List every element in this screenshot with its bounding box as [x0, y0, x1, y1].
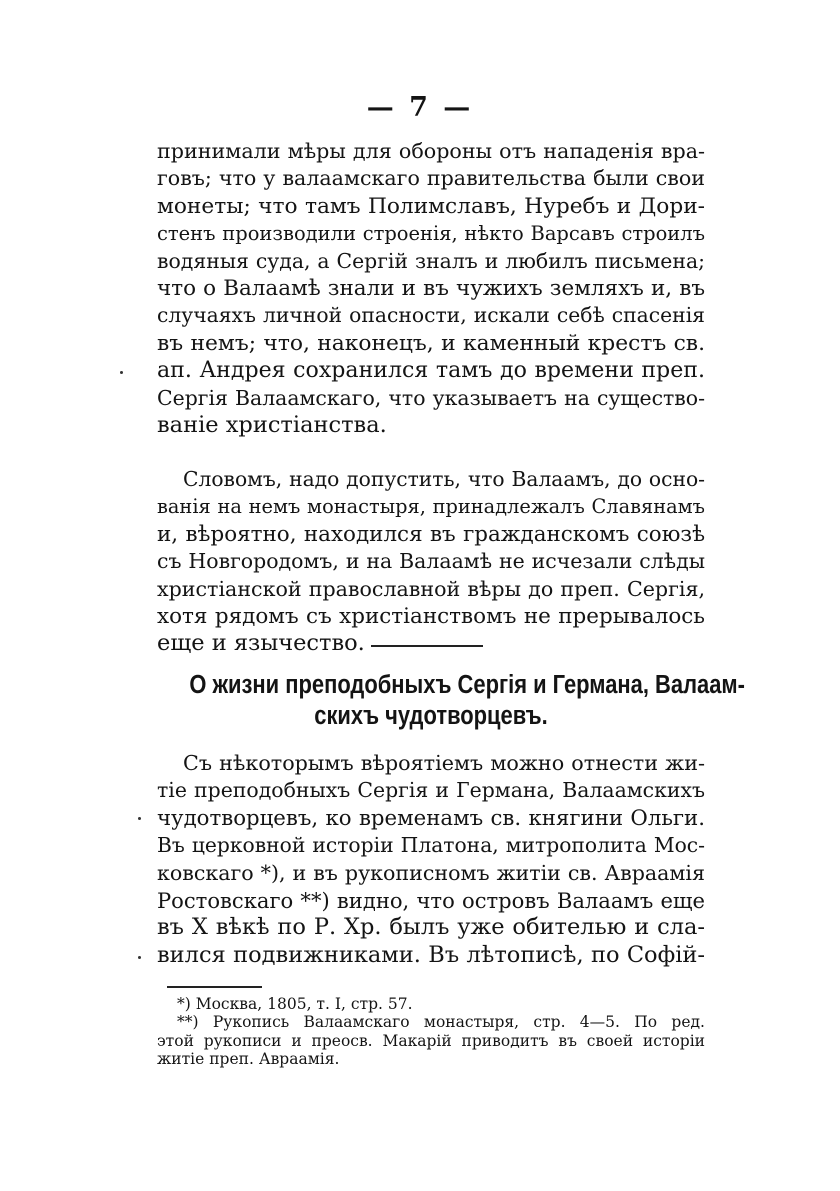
text-line: что о Валаамѣ знали и въ чужихъ земляхъ и, въ — [157, 276, 705, 302]
paper-speck — [120, 371, 123, 374]
text-line: ваніе христіанства. — [157, 412, 387, 439]
text-line: монеты; что тамъ Полимславъ, Нуребъ и Дори- — [157, 193, 705, 219]
paragraph-2 — [157, 466, 705, 658]
footnote-line: этой рукописи и преосв. Макарій приводитъ въ своей исторіи — [157, 1031, 705, 1050]
footnote-line: житіе преп. Авраамія. — [157, 1050, 340, 1069]
section-divider — [371, 645, 483, 647]
footnote-line: **) Рукопись Валаамскаго монастыря, стр. 4—5. По ред. — [177, 1013, 705, 1032]
page-number: — 7 — — [366, 92, 474, 123]
text-line: Словомъ, надо допустить, что Валаамъ, до осно- — [183, 467, 705, 491]
paragraph-1 — [157, 138, 705, 439]
text-line: вился подвижниками. Въ лѣтописѣ, по Софій- — [157, 941, 705, 968]
text-line: хотя рядомъ съ христіанствомъ не прерывалось — [157, 604, 705, 630]
text-line: христіанской православной вѣры до преп. Сергія, — [157, 576, 705, 601]
text-line: стенъ производили строенія, нѣкто Варсавъ строилъ — [157, 222, 705, 246]
text-line: Сергія Валаамскаго, что указываетъ на существо- — [157, 385, 705, 410]
text-line: ковскаго *), и въ рукописномъ житіи св. Авраамія — [157, 860, 705, 885]
text-line: ап. Андрея сохранился тамъ до времени преп. — [157, 357, 705, 384]
text-line: Съ нѣкоторымъ вѣроятіемъ можно отнести жи- — [183, 751, 705, 775]
footnote-divider — [167, 986, 262, 988]
text-line: съ Новгородомъ, и на Валаамѣ не исчезали слѣды — [157, 549, 705, 574]
text-line: Въ церковной исторіи Платона, митрополита Мос- — [157, 833, 705, 858]
text-line: случаяхъ личной опасности, искали себѣ спасенія — [157, 303, 705, 328]
heading-line: О жизни преподобныхъ Сергія и Германа, Валаам- — [189, 671, 745, 699]
text-line: и, вѣроятно, находился въ гражданскомъ союзѣ — [157, 521, 705, 547]
section-heading — [189, 670, 745, 732]
text-line: чудотворцевъ, ко временамъ св. княгини Ольги. — [157, 805, 705, 831]
text-line: Ростовскаго **) видно, что островъ Валаамъ еще — [157, 888, 705, 914]
text-line: въ X вѣкѣ по Р. Хр. былъ уже обителью и сла- — [157, 914, 705, 941]
footnote-line: *) Москва, 1805, т. I, стр. 57. — [177, 995, 413, 1013]
text-line: ванія на немъ монастыря, принадлежалъ Славянамъ — [157, 495, 705, 519]
text-line: въ немъ; что, наконецъ, и каменный крестъ св. — [157, 330, 705, 356]
paper-speck — [138, 817, 141, 820]
heading-line: скихъ чудотворцевъ. — [314, 702, 548, 730]
text-line: тіе преподобныхъ Сергія и Германа, Валаамскихъ — [157, 778, 705, 803]
footnotes — [157, 995, 705, 1069]
text-line: говъ; что у валаамскаго правительства были свои — [157, 166, 705, 191]
paper-speck — [138, 956, 141, 959]
paragraph-3 — [157, 750, 705, 969]
text-line: принимали мѣры для обороны отъ нападенія вра- — [157, 139, 705, 163]
text-line: еще и язычество. — [157, 630, 365, 657]
text-line: водяныя суда, а Сергій зналъ и любилъ письмена; — [157, 248, 705, 273]
